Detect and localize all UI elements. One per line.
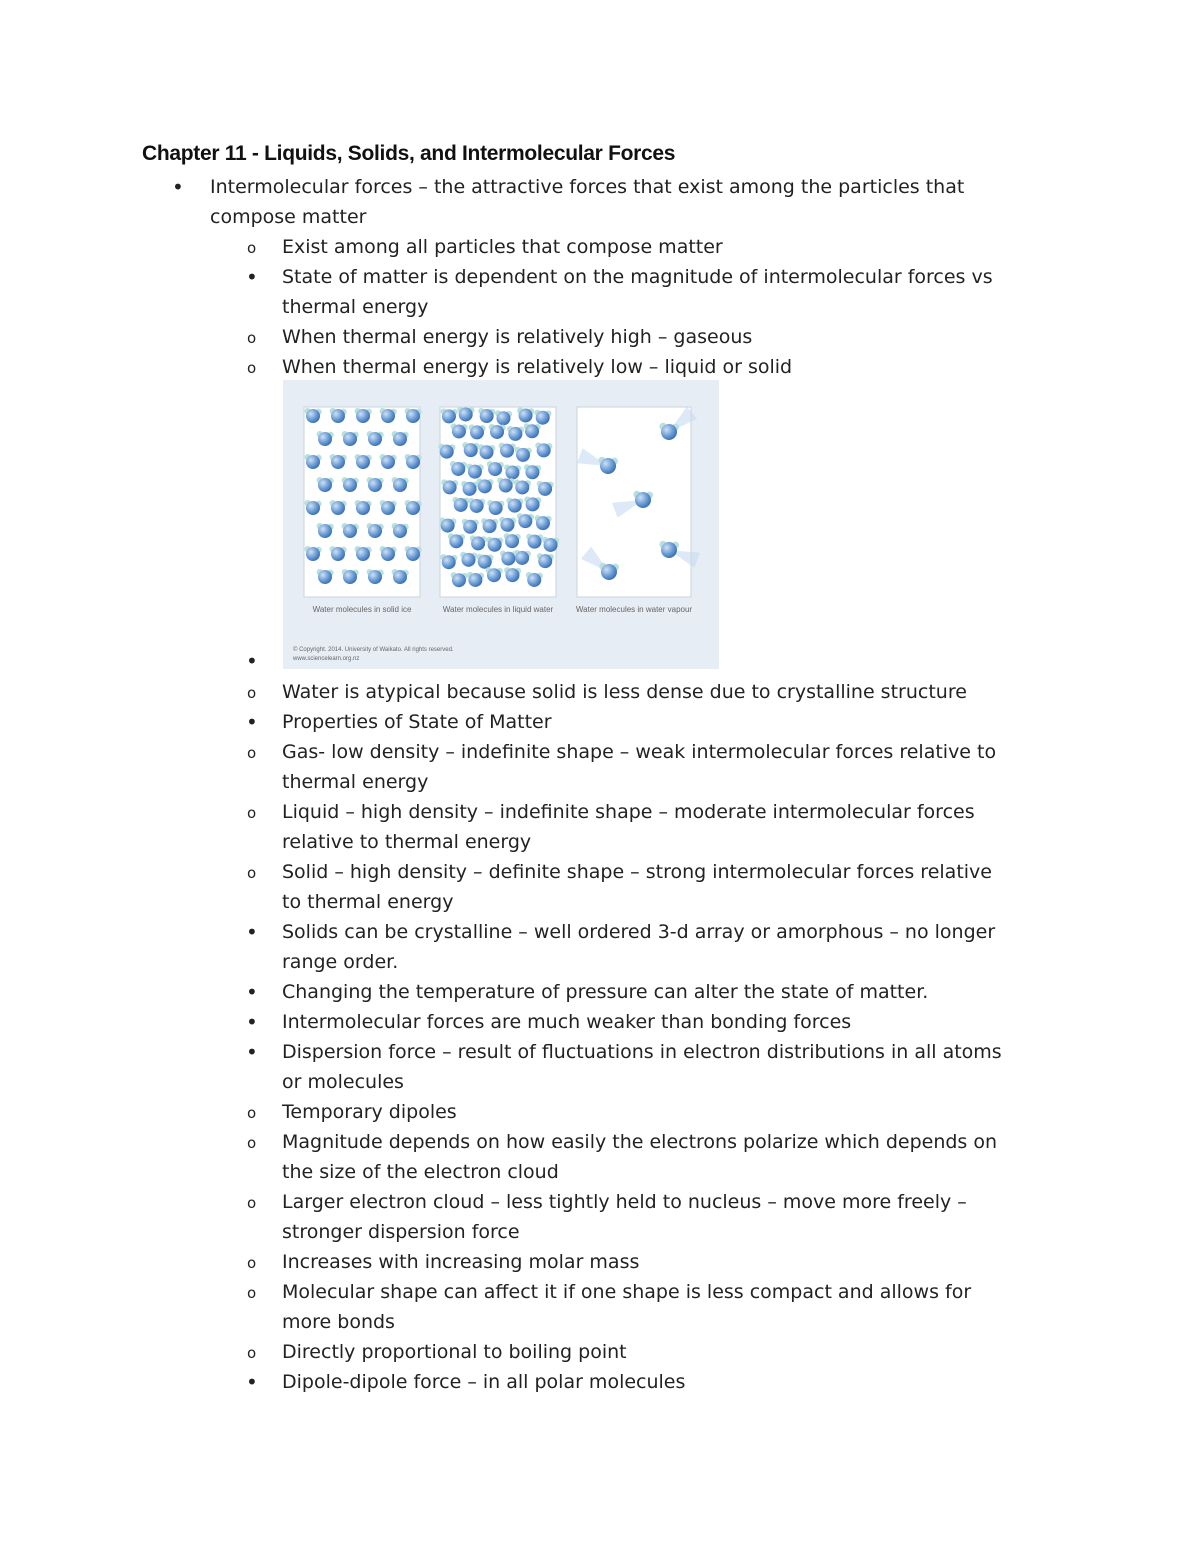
sub-bullet-marker: o [247, 329, 257, 347]
bullet-marker: • [172, 175, 184, 199]
list-item [282, 797, 1072, 857]
bullet-marker: • [246, 920, 258, 944]
list-item [210, 172, 1080, 232]
sub-bullet-marker: o [247, 359, 257, 377]
ice-caption: Water molecules in solid ice [312, 605, 412, 614]
list-item-line: Intermolecular forces – the attractive forces that exist among the particles that [210, 176, 965, 198]
sub-bullet-marker: o [247, 864, 257, 882]
list-item [282, 322, 1072, 352]
list-item-line: Dispersion force – result of fluctuations in electron distributions in all atoms [282, 1041, 1002, 1063]
list-item [282, 352, 1072, 382]
list-item-line: Properties of State of Matter [282, 711, 552, 733]
list-item-line: State of matter is dependent on the magnitude of intermolecular forces vs [282, 266, 993, 288]
list-item-line: When thermal energy is relatively low – liquid or solid [282, 356, 793, 378]
list-item [282, 232, 1072, 262]
list-item-line: Solid – high density – definite shape – strong intermolecular forces relative [282, 861, 992, 883]
bullet-marker: • [246, 1370, 258, 1394]
list-item [282, 1037, 1072, 1097]
list-item-line: relative to thermal energy [282, 831, 532, 853]
sub-bullet-marker: o [247, 1284, 257, 1302]
sub-bullet-marker: o [247, 1134, 257, 1152]
sub-bullet-marker: o [247, 684, 257, 702]
bullet-marker: • [246, 710, 258, 734]
list-item-line: thermal energy [282, 771, 429, 793]
list-item-line: Exist among all particles that compose matter [282, 236, 723, 258]
list-item [282, 857, 1072, 917]
list-item [282, 917, 1072, 977]
list-item-line: the size of the electron cloud [282, 1161, 559, 1183]
page-title: Chapter 11 - Liquids, Solids, and Intermolecular Forces [142, 142, 676, 165]
list-item [282, 737, 1072, 797]
sub-bullet-marker: o [247, 1254, 257, 1272]
list-item [282, 1007, 1072, 1037]
bullet-marker: • [246, 649, 258, 673]
bullet-marker: • [246, 1010, 258, 1034]
list-item [282, 1337, 1072, 1367]
sub-bullet-marker: o [247, 804, 257, 822]
sub-bullet-marker: o [247, 1194, 257, 1212]
figure-copyright: © Copyright. 2014. University of Waikato. All rights reserved. [293, 647, 454, 653]
list-item-line: Gas- low density – indefinite shape – weak intermolecular forces relative to [282, 741, 997, 763]
liquid-caption: Water molecules in liquid water [442, 605, 554, 614]
bullet-marker: • [246, 265, 258, 289]
bullet-marker: • [246, 980, 258, 1004]
list-item-line: When thermal energy is relatively high – gaseous [282, 326, 753, 348]
vapour-caption: Water molecules in water vapour [575, 605, 693, 614]
list-item-line: compose matter [210, 206, 367, 228]
list-item-line: Changing the temperature of pressure can alter the state of matter. [282, 981, 929, 1003]
list-item-line: Larger electron cloud – less tightly held to nucleus – move more freely – [282, 1191, 967, 1213]
list-item-line: Intermolecular forces are much weaker than bonding forces [282, 1011, 852, 1033]
list-item-line: Dipole-dipole force – in all polar molecules [282, 1371, 686, 1393]
list-item-line: Molecular shape can affect it if one shape is less compact and allows for [282, 1281, 972, 1303]
list-item-line: Increases with increasing molar mass [282, 1251, 640, 1273]
list-item [282, 1247, 1072, 1277]
list-item [282, 1097, 1072, 1127]
sub-bullet-marker: o [247, 1344, 257, 1362]
list-item [282, 262, 1072, 322]
list-item-line: thermal energy [282, 296, 429, 318]
list-item-line: to thermal energy [282, 891, 454, 913]
list-item-line: Directly proportional to boiling point [282, 1341, 627, 1363]
list-item [282, 1277, 1072, 1337]
sub-bullet-marker: o [247, 1104, 257, 1122]
sub-bullet-marker: o [247, 239, 257, 257]
list-item-line: Magnitude depends on how easily the electrons polarize which depends on [282, 1131, 998, 1153]
list-item-line: Water is atypical because solid is less dense due to crystalline structure [282, 681, 967, 703]
list-item-line: Temporary dipoles [282, 1101, 457, 1123]
list-item-line: or molecules [282, 1071, 404, 1093]
list-item [282, 1367, 1072, 1397]
list-item-line: range order. [282, 951, 399, 973]
water-states-illustration [283, 380, 719, 669]
list-item [282, 1127, 1072, 1187]
list-item-line: stronger dispersion force [282, 1221, 520, 1243]
list-item-line: Liquid – high density – indefinite shape – moderate intermolecular forces [282, 801, 975, 823]
list-item-line: more bonds [282, 1311, 395, 1333]
list-item [282, 1187, 1072, 1247]
list-item [282, 707, 1072, 737]
sub-bullet-marker: o [247, 744, 257, 762]
list-item-line: Solids can be crystalline – well ordered 3-d array or amorphous – no longer [282, 921, 996, 943]
water-states-figure [283, 380, 719, 669]
list-item [282, 977, 1072, 1007]
bullet-marker: • [246, 1040, 258, 1064]
list-item [282, 677, 1072, 707]
figure-website: www.sciencelearn.org.nz [293, 656, 360, 662]
